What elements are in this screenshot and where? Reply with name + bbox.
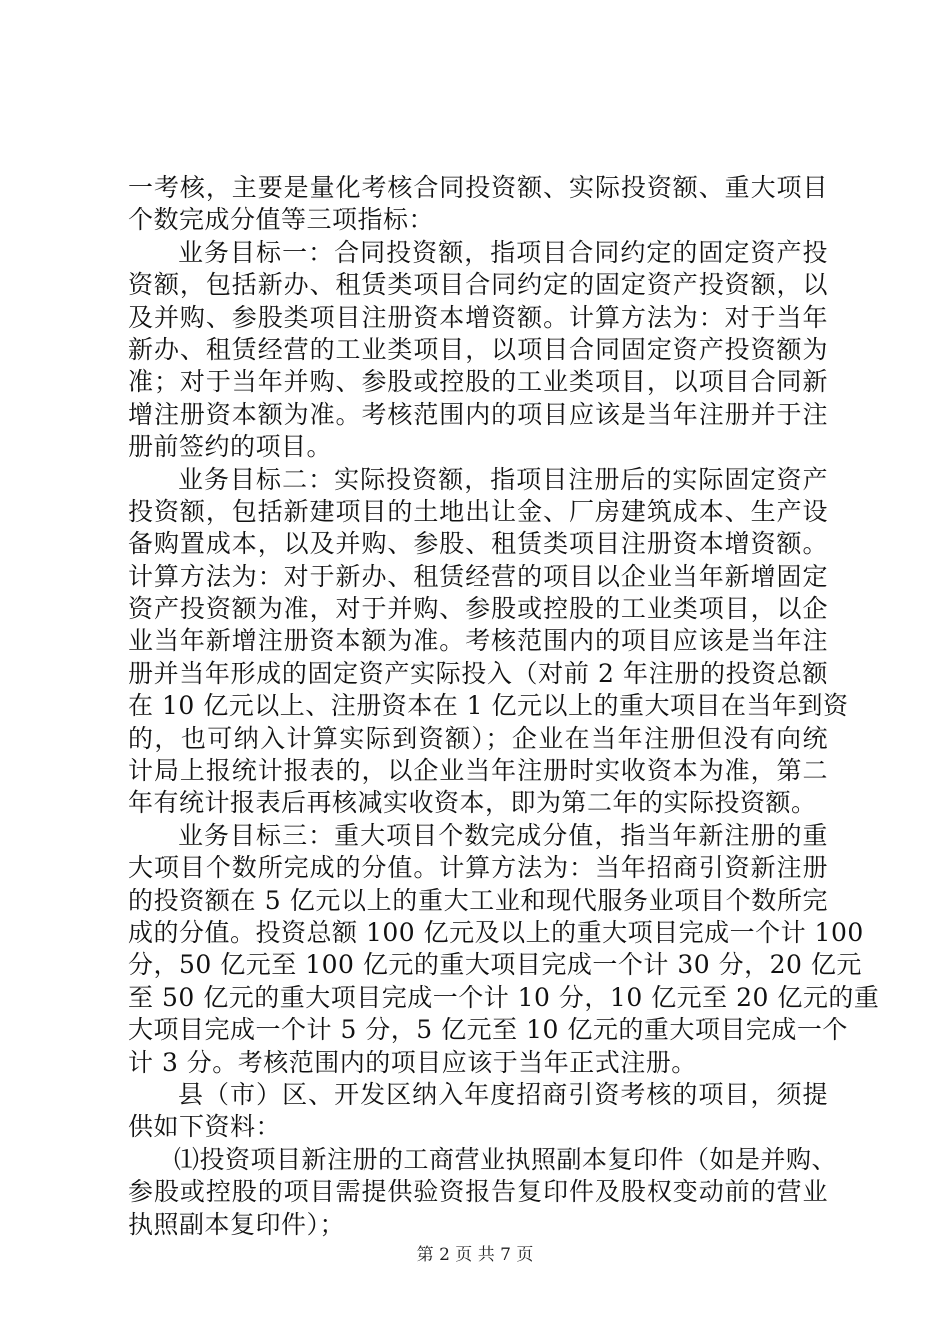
paragraph xyxy=(128,820,880,1079)
text-line: 业当年新增注册资本额为准。考核范围内的项目应该是当年注 xyxy=(128,626,828,656)
paragraph xyxy=(128,1144,838,1241)
text-line: 执照副本复印件）； xyxy=(128,1209,346,1239)
text-line: 大项目完成一个计 5 分，5 亿元至 10 亿元的重大项目完成一个 xyxy=(128,1015,848,1045)
text-line: 成的分值。投资总额 100 亿元及以上的重大项目完成一个计 100 xyxy=(128,917,864,947)
text-line: 县（市）区、开发区纳入年度招商引资考核的项目，须提 xyxy=(178,1079,828,1109)
text-line: 投资额，包括新建项目的土地出让金、厂房建筑成本、生产设 xyxy=(128,496,828,526)
text-line: 及并购、参股类项目注册资本增资额。计算方法为：对于当年 xyxy=(128,302,828,332)
paragraph xyxy=(128,237,828,464)
page-footer xyxy=(0,1245,950,1265)
text-line: 分，50 亿元至 100 亿元的重大项目完成一个计 30 分，20 亿元 xyxy=(128,950,862,980)
page-number-label: 第 2 页 共 7 页 xyxy=(416,1245,534,1265)
text-line: 计 3 分。考核范围内的项目应该于当年正式注册。 xyxy=(128,1047,697,1077)
text-line: 业务目标三：重大项目个数完成分值，指当年新注册的重 xyxy=(178,820,828,850)
text-line: 资产投资额为准，对于并购、参股或控股的工业类项目，以企 xyxy=(128,594,828,624)
text-line: 年有统计报表后再核减实收资本，即为第二年的实际投资额。 xyxy=(128,788,817,818)
document-body xyxy=(128,172,880,1241)
text-line: 在 10 亿元以上、注册资本在 1 亿元以上的重大项目在当年到资 xyxy=(128,691,849,721)
paragraph xyxy=(128,1079,828,1144)
text-line: 至 50 亿元的重大项目完成一个计 10 分，10 亿元至 20 亿元的重 xyxy=(128,982,880,1012)
text-line: ⑴投资项目新注册的工商营业执照副本复印件（如是并购、 xyxy=(174,1144,838,1174)
text-line: 备购置成本，以及并购、参股、租赁类项目注册资本增资额。 xyxy=(128,529,828,559)
text-line: 册前签约的项目。 xyxy=(128,432,333,462)
text-line: 资额，包括新办、租赁类项目合同约定的固定资产投资额，以 xyxy=(128,270,828,300)
text-line: 大项目个数所完成的分值。计算方法为：当年招商引资新注册 xyxy=(128,853,828,883)
text-line: 计算方法为：对于新办、租赁经营的项目以企业当年新增固定 xyxy=(128,561,828,591)
text-line: 的投资额在 5 亿元以上的重大工业和现代服务业项目个数所完 xyxy=(128,885,828,915)
text-line: 供如下资料： xyxy=(128,1112,282,1142)
text-line: 准；对于当年并购、参股或控股的工业类项目，以项目合同新 xyxy=(128,367,828,397)
paragraph xyxy=(128,464,849,820)
text-line: 业务目标二：实际投资额，指项目注册后的实际固定资产 xyxy=(178,464,828,494)
text-line: 的，也可纳入计算实际到资额）；企业在当年注册但没有向统 xyxy=(128,723,828,753)
text-line: 新办、租赁经营的工业类项目，以项目合同固定资产投资额为 xyxy=(128,334,828,364)
text-line: 一考核，主要是量化考核合同投资额、实际投资额、重大项目 xyxy=(128,173,828,202)
text-line: 业务目标一：合同投资额，指项目合同约定的固定资产投 xyxy=(178,237,828,267)
text-line: 增注册资本额为准。考核范围内的项目应该是当年注册并于注 xyxy=(128,399,828,429)
text-line: 参股或控股的项目需提供验资报告复印件及股权变动前的营业 xyxy=(128,1177,828,1207)
paragraph xyxy=(128,172,828,237)
text-line: 计局上报统计报表的，以企业当年注册时实收资本为准，第二 xyxy=(128,756,828,786)
text-line: 册并当年形成的固定资产实际投入（对前 2 年注册的投资总额 xyxy=(128,658,828,688)
text-line: 个数完成分值等三项指标： xyxy=(128,205,435,235)
